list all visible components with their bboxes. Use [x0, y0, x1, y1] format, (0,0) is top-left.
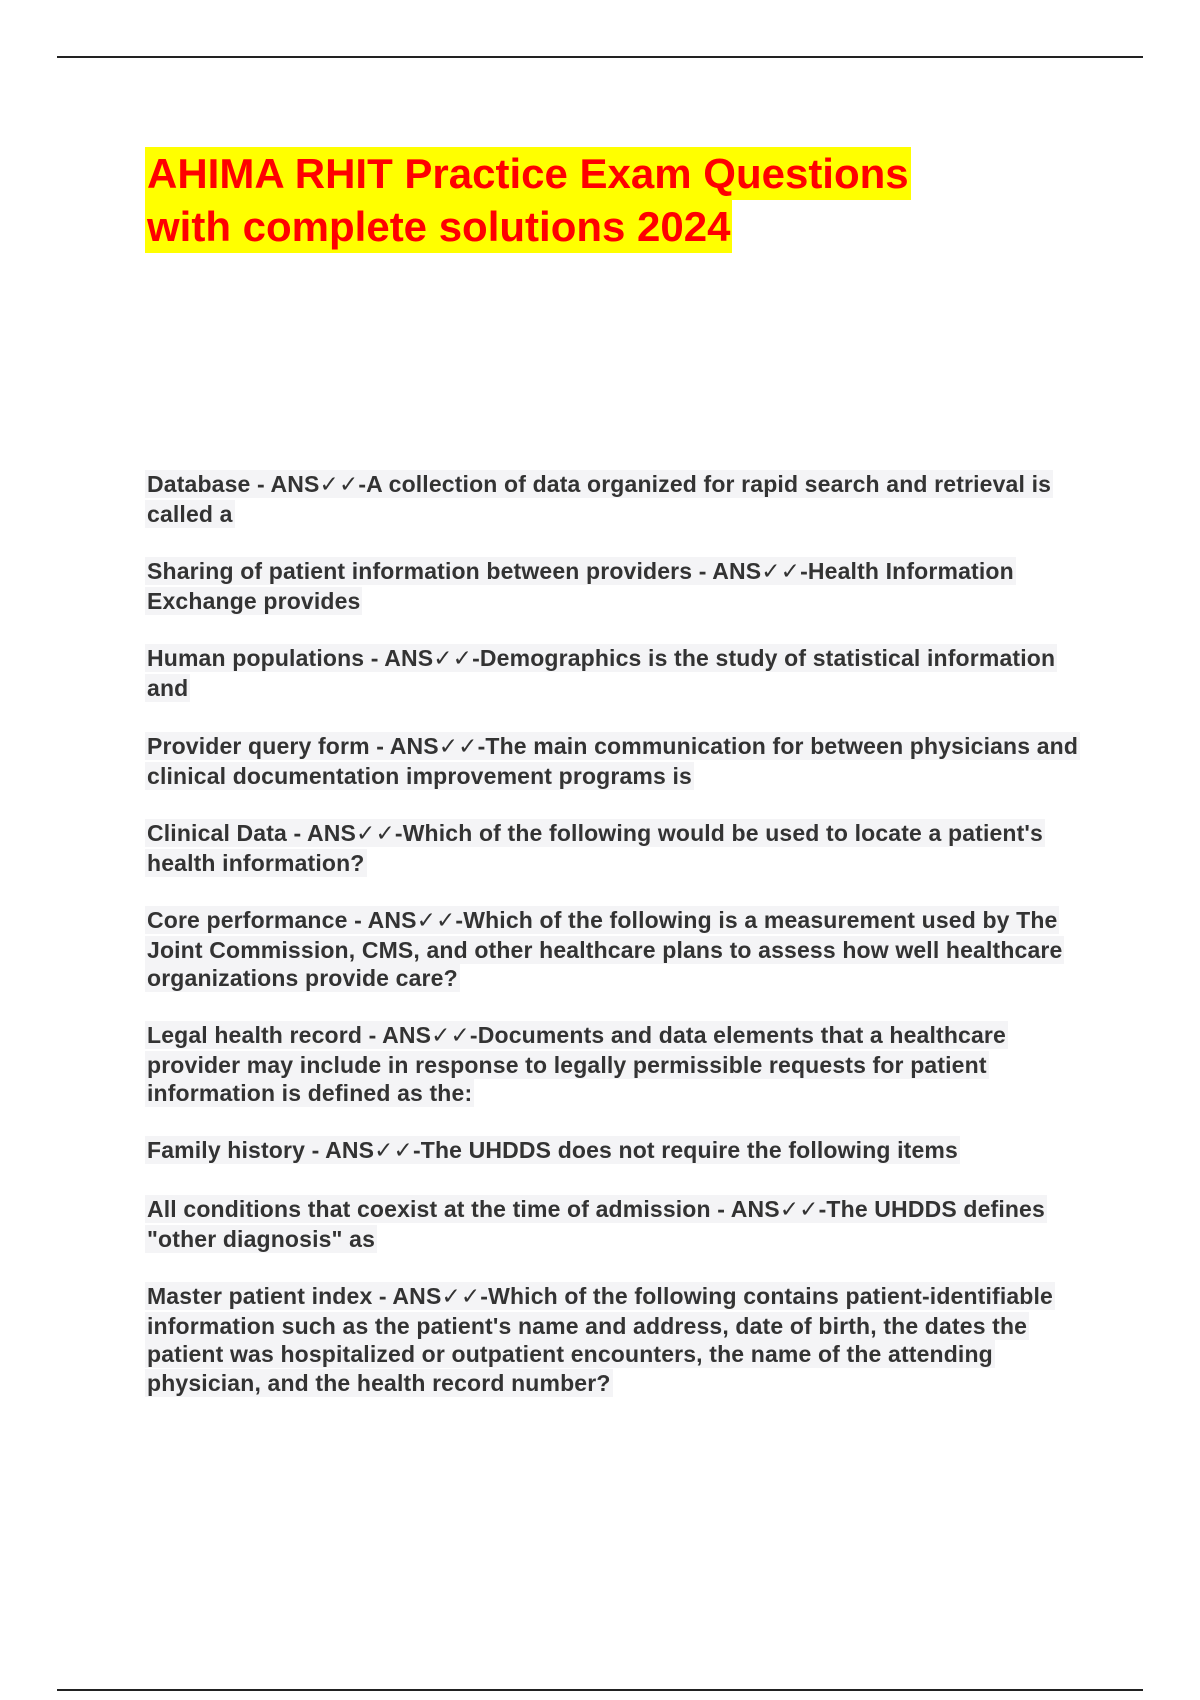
qa-question: -Demographics is the study of statistical information and: [147, 645, 1056, 701]
qa-item: [145, 1195, 1085, 1253]
qa-text: [145, 906, 1064, 992]
qa-term: Clinical Data: [147, 820, 287, 846]
qa-text: [145, 557, 1016, 615]
qa-question: -Which of the following would be used to locate a patient's health information?: [147, 820, 1043, 876]
qa-text: [145, 644, 1057, 702]
qa-item: [145, 1136, 1085, 1166]
qa-question: -The UHDDS does not require the following items: [412, 1137, 958, 1163]
qa-question: -Which of the following contains patient-identifiable information such as the patient's name and address, date of birth, the dates the patient was hospitalized or outpatient encounters, the name of the attending physician, and the health record number?: [147, 1283, 1053, 1396]
checkmark-icon: ✓✓: [319, 472, 359, 498]
qa-question: -Health Information Exchange provides: [147, 558, 1014, 614]
qa-text: [145, 470, 1053, 528]
qa-text: [145, 732, 1080, 790]
qa-item: [145, 644, 1085, 702]
qa-text: [145, 1195, 1047, 1253]
checkmark-icon: ✓✓: [433, 646, 473, 672]
qa-question: -Which of the following is a measurement used by The Joint Commission, CMS, and other healthcare plans to assess how well healthcare organizations provide care?: [147, 907, 1063, 991]
qa-item: [145, 557, 1085, 615]
qa-item: [145, 906, 1085, 993]
qa-item: [145, 1021, 1085, 1108]
qa-term: Master patient index: [147, 1283, 373, 1309]
qa-separator: - ANS: [250, 471, 320, 497]
bottom-rule: [57, 1689, 1143, 1691]
checkmark-icon: ✓✓: [761, 559, 801, 585]
qa-item: [145, 470, 1085, 528]
checkmark-icon: ✓✓: [431, 1023, 470, 1049]
qa-item: [145, 1282, 1085, 1397]
checkmark-icon: ✓✓: [356, 821, 395, 847]
qa-term: All conditions that coexist at the time of admission: [147, 1196, 711, 1222]
qa-question: -The UHDDS defines "other diagnosis" as: [147, 1196, 1045, 1252]
qa-separator: - ANS: [372, 1283, 442, 1309]
checkmark-icon: ✓✓: [438, 734, 478, 760]
qa-separator: - ANS: [710, 1196, 780, 1222]
checkmark-icon: ✓✓: [779, 1197, 819, 1223]
qa-term: Legal health record: [147, 1022, 363, 1048]
top-rule: [57, 56, 1143, 58]
title-line-1: AHIMA RHIT Practice Exam Questions: [145, 147, 911, 200]
qa-question: -Documents and data elements that a healthcare provider may include in response to legally permissible requests for patient information is defined as the:: [147, 1022, 1006, 1106]
checkmark-icon: ✓✓: [374, 1138, 413, 1164]
qa-term: Core performance: [147, 907, 348, 933]
document-title: [145, 147, 1045, 253]
qa-separator: - ANS: [362, 1022, 432, 1048]
qa-separator: - ANS: [347, 907, 417, 933]
qa-term: Human populations: [147, 645, 365, 671]
qa-separator: - ANS: [364, 645, 434, 671]
checkmark-icon: ✓✓: [441, 1284, 481, 1310]
qa-separator: - ANS: [287, 820, 357, 846]
qa-separator: - ANS: [369, 733, 439, 759]
title-line-2: with complete solutions 2024: [145, 200, 732, 253]
checkmark-icon: ✓✓: [416, 908, 456, 934]
qa-text: [145, 819, 1045, 877]
qa-question: -The main communication for between physicians and clinical documentation improvement programs is: [147, 733, 1079, 789]
qa-separator: - ANS: [692, 558, 762, 584]
qa-text: [145, 1282, 1055, 1397]
qa-text: [145, 1136, 960, 1164]
qa-separator: - ANS: [305, 1137, 375, 1163]
qa-term: Database: [147, 471, 251, 497]
qa-term: Provider query form: [147, 733, 370, 759]
qa-term: Sharing of patient information between providers: [147, 558, 693, 584]
qa-item: [145, 819, 1085, 877]
qa-text: [145, 1021, 1008, 1107]
qa-term: Family history: [147, 1137, 306, 1163]
qa-item: [145, 732, 1085, 790]
qa-question: -A collection of data organized for rapid search and retrieval is called a: [147, 471, 1052, 527]
